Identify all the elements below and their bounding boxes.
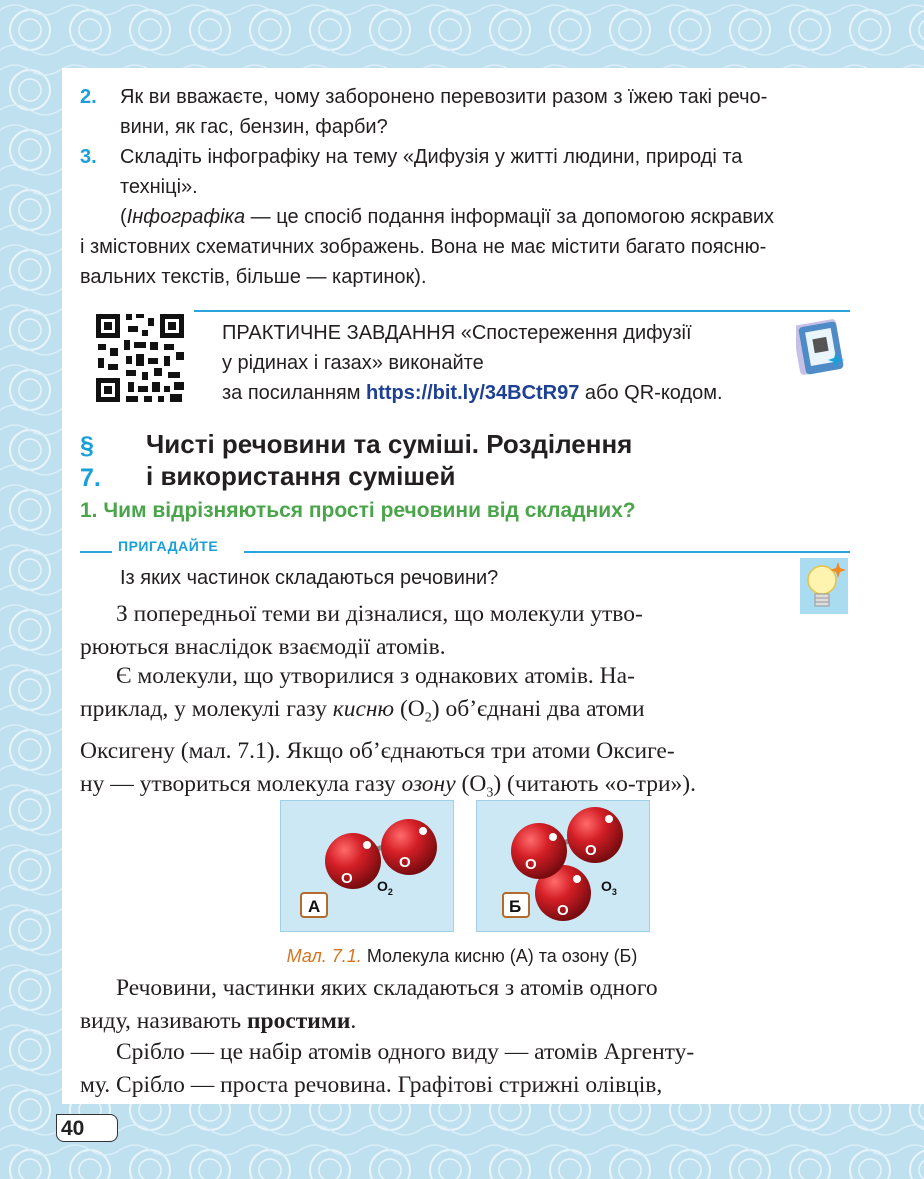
practical-task: ПРАКТИЧНЕ ЗАВДАННЯ «Спостереження дифузії у рідинах і газах» виконайте за посиланням https://bit.ly/34BCtR97 або QR-кодом. [222, 322, 723, 404]
figure-panel-a [280, 800, 454, 932]
body-paragraph: Речовини, частинки яких складаються з атомів одного виду, називають простими. [80, 975, 658, 1034]
question-text: Складіть інфографіку на тему «Дифузія у житті людини, природі та [120, 146, 743, 168]
question-number: 3. [80, 146, 97, 168]
tablet-qr-icon [796, 318, 852, 381]
panel-label: А [308, 897, 321, 916]
page-number: 40 [56, 1114, 118, 1142]
formula-label: $O_3$ [601, 878, 617, 897]
ozone-molecule-diagram [477, 801, 649, 931]
body-paragraph: З попередньої теми ви дізналися, що молекули утво- рюються внаслідок взаємодії атомів. [80, 601, 643, 660]
remember-question: Із яких частинок складаються речовини? [120, 567, 499, 589]
remember-label: ПРИГАДАЙТЕ [118, 538, 219, 554]
section-number: § 7. [80, 432, 101, 492]
atom-label: O [399, 854, 411, 871]
infographic-note: і змістовних схематичних зображень. Вона не має містити багато поясню- [80, 236, 767, 258]
section-title: Чисті речовини та суміші. Розділення і використання сумішей [146, 429, 633, 491]
question-text: Як ви вважаєте, чому заборонено перевозити разом з їжею такі речо- [120, 86, 768, 108]
infographic-note: (Інфографіка — це спосіб подання інформації за допомогою яскравих [120, 206, 775, 228]
question-number: 2. [80, 86, 97, 108]
atom-label: O [557, 902, 569, 919]
body-paragraph: Є молекули, що утворилися з однакових атомів. На- приклад, у молекулі газу кисню $(O_2)$ об’єднані два атоми Оксигену (мал. 7.1). Якщо об’єднаються три атоми Оксиге- ну — утвориться молекула газу озону $(O_3)$ (читають «о-три»). [80, 663, 696, 801]
formula-label: $O_2$ [377, 878, 393, 897]
oxygen-molecule-diagram [281, 801, 453, 931]
task-link[interactable]: https://bit.ly/34BCtR97 [366, 382, 580, 404]
atom-label: O [585, 842, 597, 859]
infographic-note: вальних текстів, більше — картинок). [80, 266, 427, 288]
figure-panel-b [476, 800, 650, 932]
question-text: вини, як гас, бензин, фарби? [120, 116, 388, 138]
body-paragraph: Срібло — це набір атомів одного виду — атомів Аргенту- му. Срібло — проста речовина. Графітові стрижні олівців, [80, 1039, 695, 1098]
question-text: техніці». [120, 176, 198, 198]
qr-code-icon[interactable] [84, 300, 194, 415]
remember-header [80, 536, 850, 556]
atom-label: O [341, 870, 353, 887]
figure-caption: Мал. 7.1. Молекула кисню (А) та озону (Б) [286, 946, 638, 966]
atom-label: O [525, 856, 537, 873]
subsection-title: 1. Чим відрізняються прості речовини від складних? [80, 499, 636, 522]
divider [84, 310, 850, 312]
panel-label: Б [509, 897, 522, 916]
